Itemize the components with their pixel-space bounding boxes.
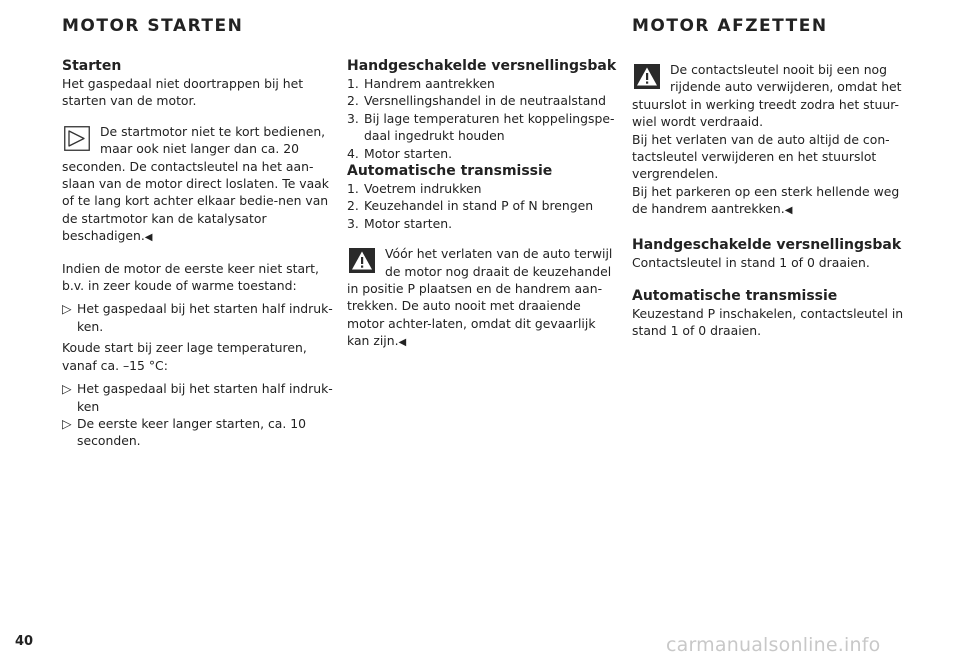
list-item: 1. Voetrem indrukken (347, 181, 482, 197)
manual-steps-list (347, 75, 617, 162)
warning-text-3: Bij het parkeren op een sterk hellende weg de handrem aantrekken.◀ (632, 183, 900, 217)
middle-column (347, 57, 617, 352)
note-line-1: De startmotor niet te kort bedienen, (100, 123, 326, 139)
manual-heading: Handgeschakelde versnellingsbak (347, 58, 617, 74)
bullet-list-2 (62, 380, 337, 450)
right-column (632, 61, 912, 340)
warning-block (632, 61, 912, 220)
auto-heading: Automatische transmissie (632, 288, 838, 305)
warning-block (347, 245, 617, 351)
section-title-motor-afzetten: MOTOR AFZETTEN (632, 16, 828, 36)
bullet-list-1 (62, 300, 337, 335)
end-mark-icon: ◀ (398, 337, 407, 349)
left-column (62, 57, 337, 454)
list-item: ▷ De eerste keer langer starten, ca. 10 seconden. (62, 415, 307, 449)
list-item: 3. Bij lage temperaturen het koppelingspe-daal ingedrukt houden (347, 110, 615, 144)
section-title-motor-starten: MOTOR STARTEN (62, 16, 244, 36)
warning-line-1: Vóór het verlaten van de auto terwijl (385, 246, 613, 262)
list-item: 2. Keuzehandel in stand P of N brengen (347, 198, 594, 214)
list-item: ▷ Het gaspedaal bij het starten half indruk-ken. (62, 301, 333, 334)
cold-start-text: Koude start bij zeer lage temperaturen, vanaf ca. –15 °C: (62, 340, 307, 373)
page-number: 40 (15, 634, 34, 649)
warning-text: in positie P plaatsen en de handrem aan-trekken. De auto nooit met draaiende motor achter-laten, omdat dit gevaarlijk kan zijn.◀ (347, 281, 603, 349)
starten-heading: Starten (62, 58, 122, 74)
note-block (62, 123, 337, 247)
warning-line-2: de motor nog draait de keuzehandel (385, 263, 612, 279)
note-arrow-icon (64, 126, 90, 151)
list-item: 1. Handrem aantrekken (347, 76, 495, 91)
bullet-arrow-icon: ▷ (62, 415, 72, 431)
note-text: seconden. De contactsleutel na het aan-slaan van de motor direct loslaten. Te vaak of te lang kort achter elkaar bedie-nen van de startmotor kan de katalysator beschadigen.◀ (62, 158, 329, 244)
list-item: ▷ Het gaspedaal bij het starten half indruk-ken (62, 381, 333, 414)
end-mark-icon: ◀ (144, 232, 153, 244)
warning-line-1: De contactsleutel nooit bij een nog (670, 62, 887, 77)
cold-intro: Indien de motor de eerste keer niet start, b.v. in zeer koude of warme toestand: (62, 260, 319, 294)
auto-steps-list (347, 180, 617, 232)
list-item: 3. Motor starten. (347, 215, 453, 231)
bullet-arrow-icon: ▷ (62, 381, 72, 397)
list-item: 2. Versnellingshandel in de neutraalstand (347, 93, 607, 109)
warning-icon (634, 64, 660, 89)
bullet-arrow-icon: ▷ (62, 301, 72, 317)
warning-icon (349, 248, 375, 273)
warning-line-2: rijdende auto verwijderen, omdat het (670, 79, 902, 95)
watermark: carmanualsonline.info (666, 634, 881, 656)
warning-text-2: Bij het verlaten van de auto altijd de con-tactsleutel verwijderen en het stuurslot vergrendelen. (632, 131, 890, 182)
starten-intro: Het gaspedaal niet doortrappen bij het starten van de motor. (62, 76, 304, 109)
list-item: 4. Motor starten. (347, 145, 453, 161)
manual-heading: Handgeschakelde versnellingsbak (632, 236, 902, 253)
note-line-2: maar ook niet langer dan ca. 20 (100, 141, 299, 157)
auto-text: Keuzestand P inschakelen, contactsleutel in stand 1 of 0 draaien. (632, 306, 904, 339)
auto-heading: Automatische transmissie (347, 163, 553, 180)
manual-text: Contactsleutel in stand 1 of 0 draaien. (632, 254, 870, 270)
end-mark-icon: ◀ (784, 205, 793, 217)
warning-text-1: stuurslot in werking treedt zodra het stuur-wiel wordt verdraaid. (632, 96, 899, 130)
